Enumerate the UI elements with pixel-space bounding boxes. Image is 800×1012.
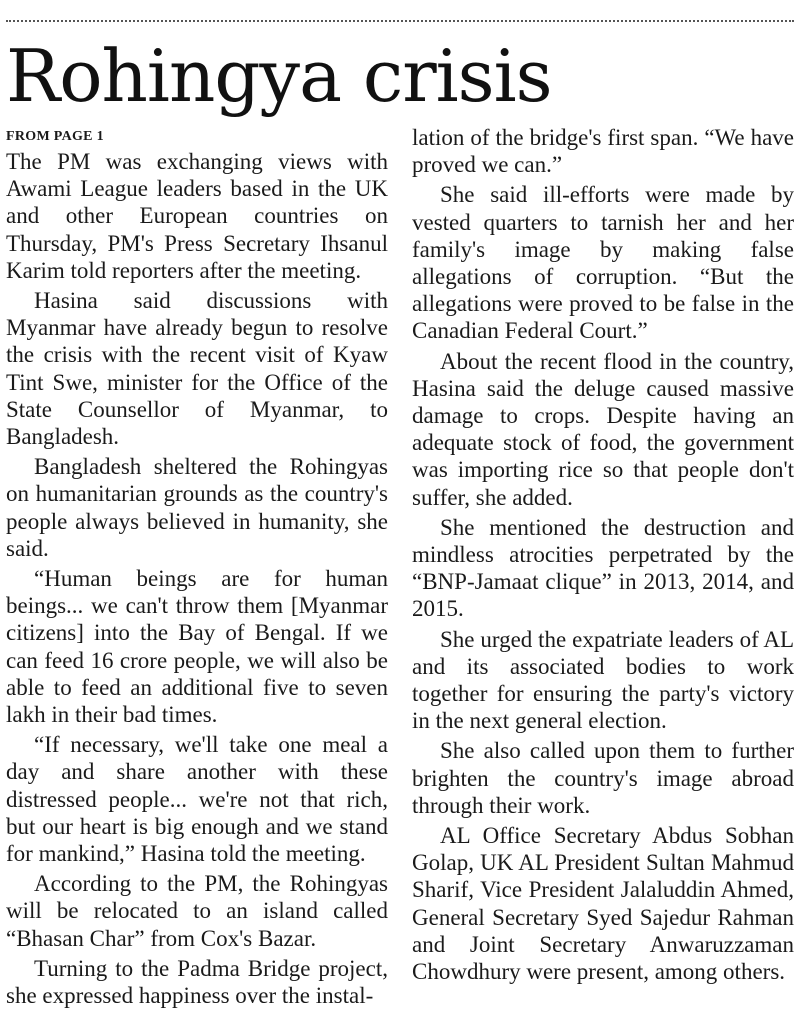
dotted-rule: [6, 20, 794, 22]
paragraph: “Human beings are for human beings... we can't throw them [Myanmar citizens] into the Bay of Bengal. If we can feed 16 crore people, we will also be able to feed an additional five to seven lakh in their bad times.: [6, 566, 388, 728]
paragraph: She said ill-efforts were made by vested quarters to tarnish her and her family's image by making false allegations of corruption. “But the allegations were proved to be false in the Canadian Federal Court.”: [412, 182, 794, 344]
paragraph: She also called upon them to further brighten the country's image abroad through their work.: [412, 738, 794, 818]
paragraph: The PM was exchanging views with Awami League leaders based in the UK and other European countries on Thursday, PM's Press Secretary Ihsanul Karim told reporters after the meeting.: [6, 149, 388, 283]
paragraph: “If necessary, we'll take one meal a day and share another with these distressed people... we're not that rich, but our heart is big enough and we stand for mankind,” Hasina told the meeting.: [6, 732, 388, 867]
paragraph: Turning to the Padma Bridge project, she expressed happiness over the instal-: [6, 955, 388, 1009]
paragraph: She mentioned the destruction and mindless atrocities perpetrated by the “BNP-Jamaat clique” in 2013, 2014, and 2015.: [412, 514, 794, 622]
paragraph: According to the PM, the Rohingyas will be relocated to an island called “Bhasan Char” from Cox's Bazar.: [6, 871, 388, 951]
left-column: [6, 124, 388, 1012]
paragraph: AL Office Secretary Abdus Sobhan Golap, UK AL President Sultan Mahmud Sharif, Vice President Jalaluddin Ahmed, General Secretary Syed Sajedur Rahman and Joint Secretary Anwaruzzaman Chowdhury were present, among others.: [412, 823, 794, 985]
headline: Rohingya crisis: [6, 34, 552, 118]
paragraph: She urged the expatriate leaders of AL and its associated bodies to work together for ensuring the party's victory in the next general election.: [412, 626, 794, 734]
paragraph: Bangladesh sheltered the Rohingyas on humanitarian grounds as the country's people always believed in humanity, she said.: [6, 454, 388, 561]
paragraph: Hasina said discussions with Myanmar have already begun to resolve the crisis with the recent visit of Kyaw Tint Swe, minister for the Office of the State Counsellor of Myanmar, to Bangladesh.: [6, 288, 388, 450]
dateline: FROM PAGE 1: [6, 129, 104, 144]
paragraph: About the recent flood in the country, Hasina said the deluge caused massive damage to crops. Despite having an adequate stock of food, the government was importing rice so that people don't suffer, she added.: [412, 348, 794, 510]
paragraph: lation of the bridge's first span. “We have proved we can.”: [412, 125, 794, 178]
right-column: [412, 124, 794, 988]
